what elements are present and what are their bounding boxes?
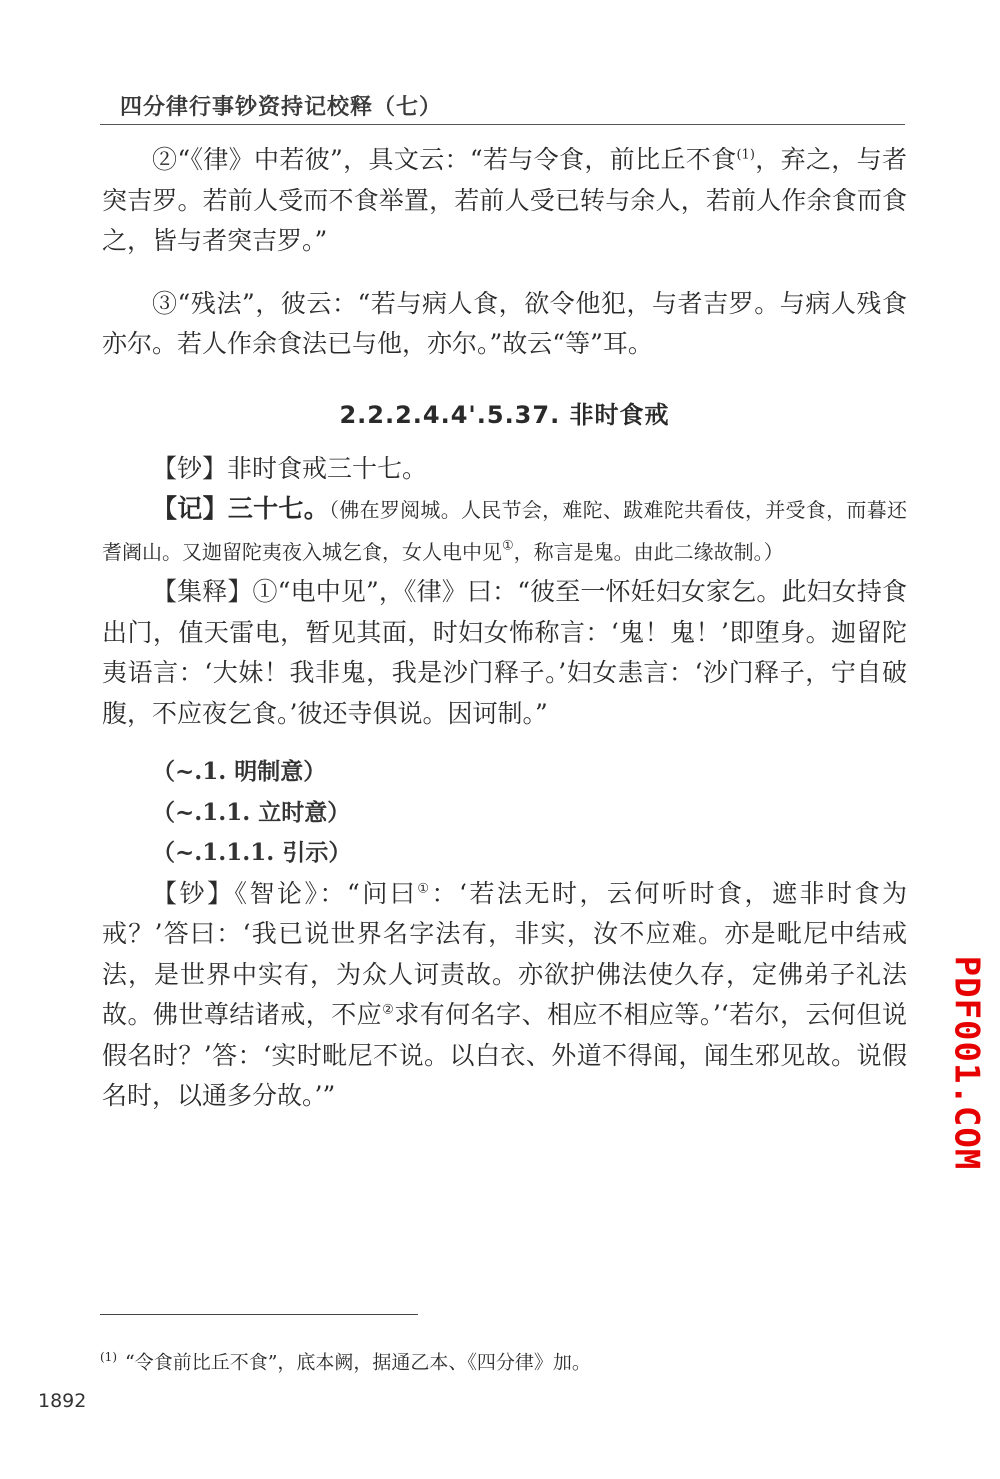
outline-heading: （~.1.1. 立时意） (152, 798, 351, 826)
chao-text: 《智论》：“问曰 (234, 878, 418, 908)
main-text (102, 140, 907, 1117)
paragraph-text: ②“《律》中若彼”，具文云：“若与令食，前比丘不食 (152, 145, 737, 174)
chao-text: 求有何名字、相应不相应等。’‘若尔，云何但说假名时？’答：‘实时毗尼不说。以白衣、外道不得闻，闻生邪见故。说假名时，以通多分故。’” (102, 1000, 907, 1110)
footnote (100, 1343, 900, 1376)
chao-zhilun-entry (102, 874, 907, 1117)
note-ref[interactable]: ① (502, 538, 514, 554)
jishi-text: ①“电中见”，《律》曰：“彼至一怀妊妇女家乞。此妇女持食出门，值天雷电，暂见其面，时妇女怖称言：‘鬼！鬼！’即堕身。迦留陀夷语言：‘大妹！我非鬼，我是沙门释子。’妇女恚言：‘沙门释子，宁自破腹，不应夜乞食。’彼还寺俱说。因诃制。” (102, 577, 907, 728)
ji-entry (102, 489, 907, 572)
footnote-text: “令食前比丘不食”，底本阙，据通乙本、《四分律》加。 (125, 1351, 591, 1374)
note-ref[interactable]: ② (382, 1002, 395, 1018)
header-rule (100, 124, 905, 125)
paragraph-citation-3: ③“残法”，彼云：“若与病人食，欲令他犯，与者吉罗。与病人残食亦尔。若人作余食法已与他，亦尔。”故云“等”耳。 (102, 288, 907, 358)
footnote-ref[interactable]: (1) (736, 147, 755, 163)
chao-text: ：‘若法无时，云何听时食，遮非时食为戒？’答曰：‘我已说世界名字法有，非实，汝不应难。亦是毗尼中结戒法，是世界中实有，为众人诃责故。亦欲护佛法使久存，定佛弟子礼法故。佛世尊结诸戒，不应 (102, 878, 907, 1029)
ji-tag: 【记】 (152, 494, 228, 523)
paragraph-citation-2 (102, 140, 907, 262)
paragraph-text: ，弃之，与者突吉罗。若前人受而不食举置，若前人受已转与余人，若前人作余食而食之，皆与者突吉罗。” (102, 145, 907, 255)
ji-note: （佛在罗阅城。人民节会，难陀、跋难陀共看伎，并受食，而暮还耆阇山。又迦留陀夷夜入城乞食，女人电中见 (102, 498, 907, 564)
chao-tag: 【钞】 (152, 878, 235, 908)
outline-heading: （~.1.1.1. 引示） (152, 839, 352, 866)
page-number: 1892 (38, 1390, 87, 1412)
section-heading: 2.2.2.4.4'.5.37. 非时食戒 (339, 400, 670, 429)
watermark-text: PDF001.COM (946, 955, 987, 1170)
footnote-mark: (1) (100, 1350, 117, 1364)
jishi-entry (102, 572, 907, 734)
chao-entry (102, 449, 907, 490)
note-ref[interactable]: ① (417, 881, 432, 897)
jishi-tag: 【集释】 (152, 577, 253, 606)
chao-text: 非时食戒三十七。 (227, 453, 428, 483)
ji-lead: 三十七。 (227, 494, 329, 523)
ji-note-end: ，称言是鬼。由此二缘故制。） (513, 539, 784, 564)
running-title: 四分律行事钞资持记校释（七） (120, 95, 443, 120)
footnote-rule (100, 1314, 418, 1315)
outline-heading: （~.1. 明制意） (152, 758, 327, 785)
watermark-logo (946, 955, 987, 1170)
chao-tag: 【钞】 (152, 453, 228, 483)
